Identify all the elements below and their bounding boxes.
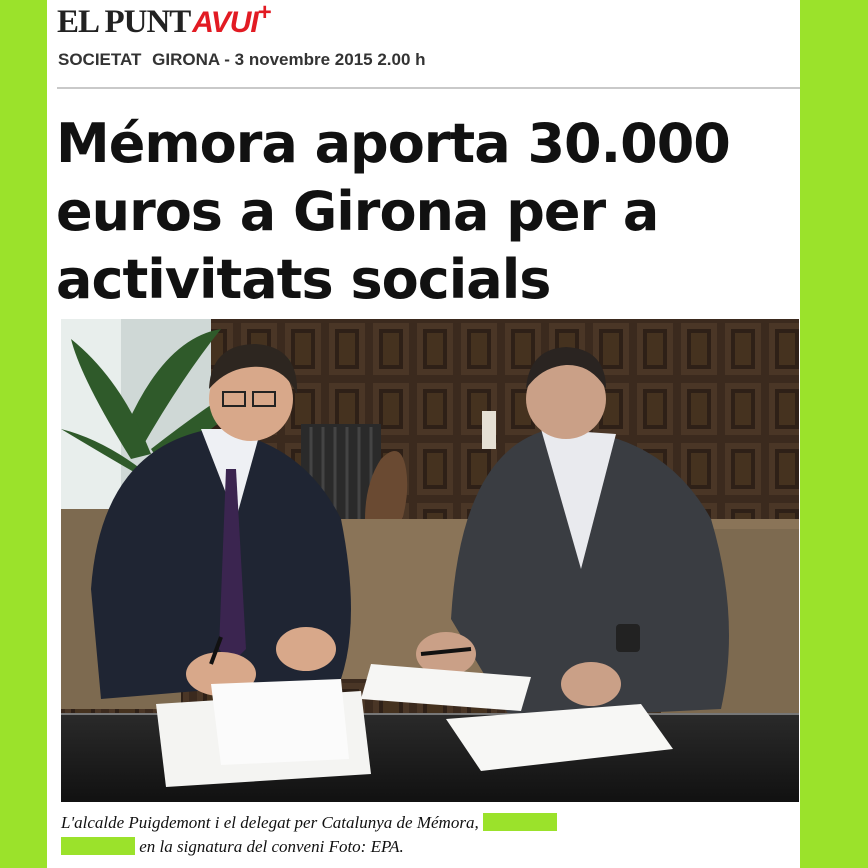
masthead-logo — [57, 0, 272, 44]
section-label: SOCIETAT — [58, 50, 142, 69]
redaction-block — [483, 813, 557, 831]
photo-caption — [61, 811, 791, 859]
article-photo — [61, 319, 799, 802]
redaction-block — [61, 837, 135, 855]
dateline — [58, 50, 432, 70]
photo-illustration — [61, 319, 799, 802]
headline-line-2: euros a Girona per a — [56, 180, 659, 243]
brand-accent: AVUI — [192, 6, 258, 39]
brand-plus: + — [257, 0, 272, 26]
article-headline — [56, 110, 796, 314]
headline-line-3: activitats socials — [56, 248, 551, 311]
divider — [57, 87, 800, 89]
headline-line-1: Mémora aporta 30.000 — [56, 112, 730, 175]
brand-name: EL PUNT — [57, 4, 191, 40]
caption-part-2: en la signatura del conveni Foto: EPA. — [139, 837, 404, 856]
newspaper-clipping — [47, 0, 800, 868]
city-date-label: GIRONA - 3 novembre 2015 2.00 h — [152, 50, 426, 69]
caption-part-1: L'alcalde Puigdemont i el delegat per Catalunya de Mémora, — [61, 813, 479, 832]
